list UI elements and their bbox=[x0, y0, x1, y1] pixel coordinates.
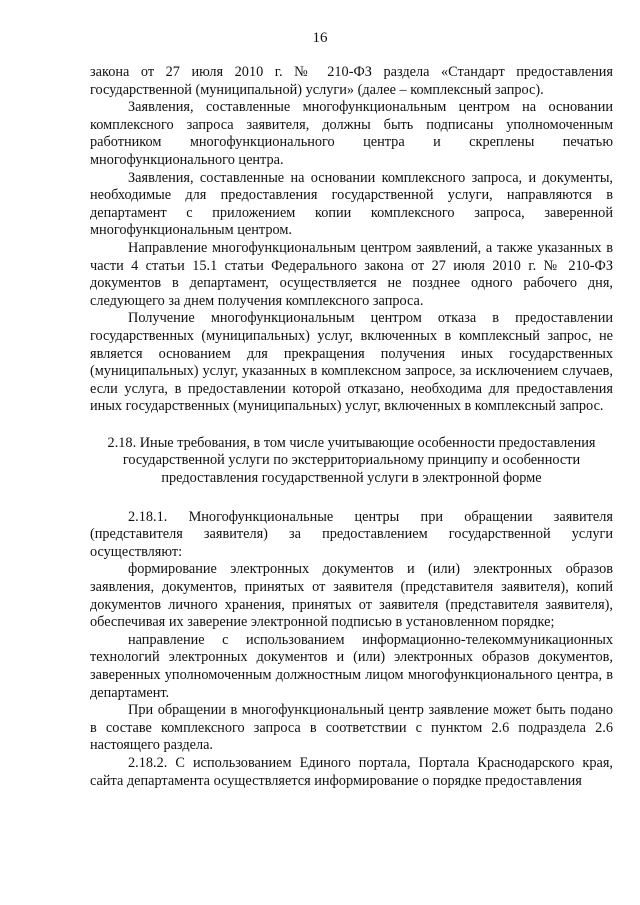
paragraph: закона от 27 июля 2010 г. № 210-ФЗ раздела «Стандарт предоставления государственной (муниципальной) услуги» (далее – комплексный запрос). bbox=[90, 64, 613, 98]
page-number: 16 bbox=[312, 30, 328, 46]
paragraph: 2.18.1. Многофункциональные центры при обращении заявителя (представителя заявителя) за предоставлением государственной услуги осуществляют: bbox=[90, 508, 613, 560]
paragraph: При обращении в многофункциональный центр заявление может быть подано в составе комплексного запроса в соответствии с пунктом 2.6 подраздела 2.6 настоящего раздела. bbox=[90, 702, 613, 754]
paragraph: Направление многофункциональным центром заявлений, а также указанных в части 4 статьи 15.1 статьи Федерального закона от 27 июля 2010 г. № 210-ФЗ документов в департамент, осуществляется не позднее одного рабочего дня, следующего за днем получения комплексного запроса. bbox=[90, 239, 613, 309]
paragraph: 2.18.2. С использованием Единого портала, Портала Краснодарского края, сайта департамента осуществляется информирование о порядке предоставления bbox=[90, 754, 613, 789]
paragraph: Получение многофункциональным центром отказа в предоставлении государственных (муниципальных) услуг, включенных в комплексный запрос, не является основанием для прекращения получения иных государственных (муниципальных) услуг, указанных в комплексном запросе, за исключением случаев, если услуга, в предоставлении которой отказано, необходима для предоставления иных государственных (муниципальных) услуг, включенных в комплексный запрос. bbox=[90, 310, 613, 415]
paragraph: формирование электронных документов и (или) электронных образов заявления, документов, принятых от заявителя (представителя заявителя), копий документов личного хранения, принятых от заявителя (представителя заявителя), обеспечивая их заверение электронной подписью в установленном порядке; bbox=[90, 561, 613, 631]
document-body bbox=[90, 64, 613, 790]
section-heading: 2.18. Иные требования, в том числе учитывающие особенности предоставления государственной услуги по экстерриториальному принципу и особенности предоставления государственной услуги в электронной форме bbox=[107, 434, 596, 487]
paragraph: Заявления, составленные многофункциональным центром на основании комплексного запроса заявителя, должны быть подписаны уполномоченным работником многофункционального центра и скреплены печатью многофункционального центра. bbox=[90, 99, 613, 168]
paragraph: Заявления, составленные на основании комплексного запроса, и документы, необходимые для предоставления государственной услуги, направляются в департамент с приложением копии комплексного запроса, заверенной многофункциональным центром. bbox=[90, 169, 613, 239]
paragraph: направление с использованием информационно-телекоммуникационных технологий электронных документов и (или) электронных образов документов, заверенных уполномоченным должностным лицом многофункционального центра, в департамент. bbox=[90, 631, 613, 701]
